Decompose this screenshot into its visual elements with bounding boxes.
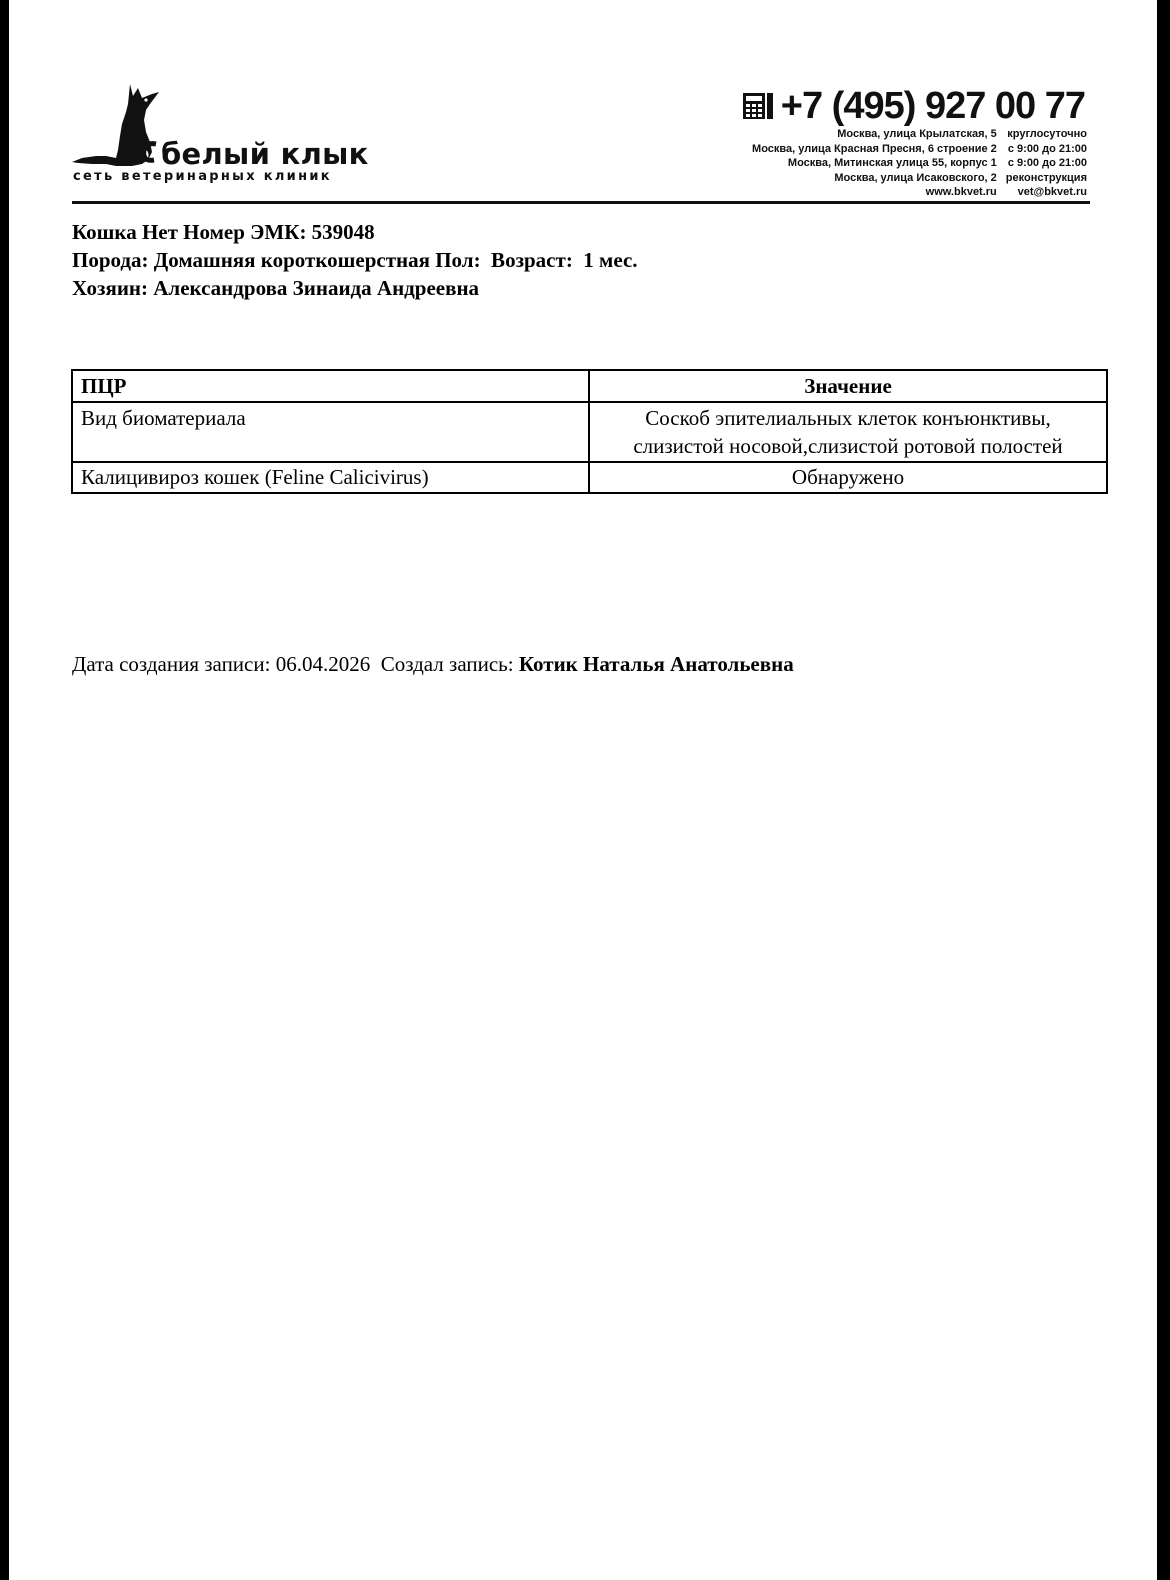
header-divider <box>72 201 1090 204</box>
clinic-logo <box>72 80 369 190</box>
contact-phone <box>743 84 1085 128</box>
table-header-row <box>72 370 1107 402</box>
test-name: Калицивироз кошек (Feline Calicivirus) <box>72 462 589 493</box>
test-value: Обнаружено <box>589 462 1107 493</box>
test-name: Вид биоматериала <box>72 402 589 462</box>
address-text: Москва, улица Крылатская, 5 <box>837 128 997 140</box>
address-hours: с 9:00 до 21:00 <box>1007 142 1087 155</box>
clinic-name: белый клык <box>161 137 369 171</box>
document-page <box>9 0 1157 1580</box>
record-info <box>72 650 794 678</box>
table-row <box>72 462 1107 493</box>
patient-species-emk: Кошка Нет Номер ЭМК: 539048 <box>72 220 375 244</box>
test-value-line: Соскоб эпителиальных клеток конъюнктивы, <box>645 406 1051 430</box>
address-row <box>752 185 1087 200</box>
address-hours: круглосуточно <box>1007 128 1087 140</box>
record-created-label: Дата создания записи: 06.04.2026 Создал запись: <box>72 652 519 676</box>
phone-number[interactable]: +7 (495) 927 00 77 <box>780 85 1085 127</box>
address-row <box>752 142 1087 157</box>
wolf-dog-icon <box>72 80 168 168</box>
address-text: Москва, улица Красная Пресня, 6 строение 2 <box>752 142 997 155</box>
address-hours: с 9:00 до 21:00 <box>1007 157 1087 169</box>
column-header-value: Значение <box>589 370 1107 402</box>
website-link[interactable]: www.bkvet.ru <box>925 186 997 198</box>
clinic-addresses <box>752 127 1087 200</box>
address-hours: реконструкция <box>1005 171 1087 184</box>
address-text: Москва, Митинская улица 55, корпус 1 <box>787 157 997 169</box>
address-row <box>752 156 1087 171</box>
test-value <box>589 402 1107 462</box>
address-row <box>752 171 1087 186</box>
address-text: Москва, улица Исаковского, 2 <box>834 171 997 184</box>
column-header-pcr: ПЦР <box>72 370 589 402</box>
address-row <box>752 127 1087 142</box>
table-row <box>72 402 1107 462</box>
patient-owner: Хозяин: Александрова Зинаида Андреевна <box>72 276 480 300</box>
phone-calculator-icon <box>743 92 773 120</box>
patient-breed-sex-age: Порода: Домашняя короткошерстная Пол: Возраст: 1 мес. <box>72 248 638 272</box>
record-author: Котик Наталья Анатольевна <box>518 652 794 676</box>
patient-info <box>72 218 638 302</box>
pcr-results-table <box>71 369 1108 494</box>
clinic-tagline: сеть ветеринарных клиник <box>73 169 332 184</box>
email-link[interactable]: vet@bkvet.ru <box>1017 186 1087 198</box>
test-value-line: слизистой носовой,слизистой ротовой полостей <box>633 434 1063 458</box>
